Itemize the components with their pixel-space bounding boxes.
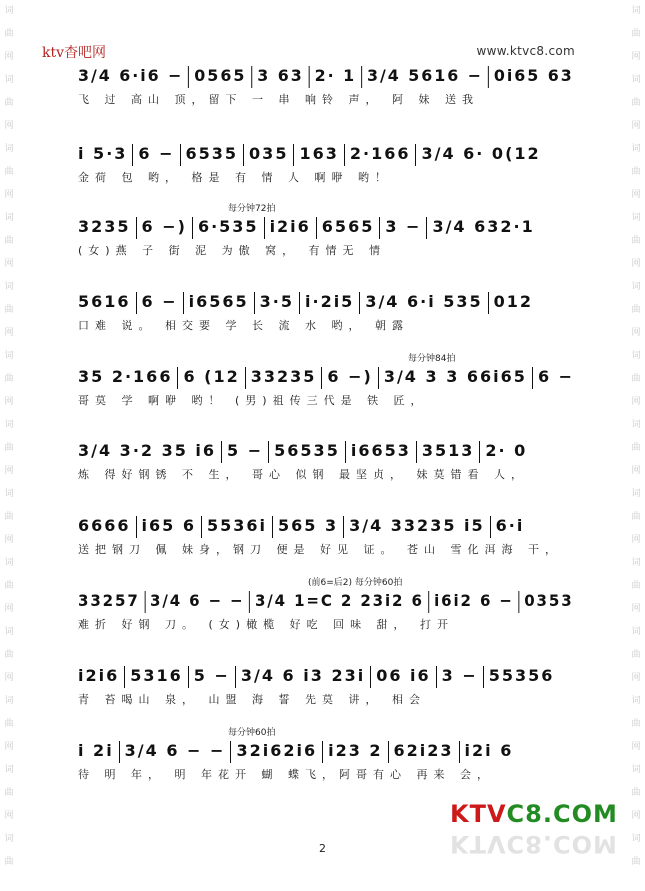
- measure: i65 6: [141, 516, 196, 535]
- measure: 5316: [130, 666, 183, 685]
- bar-line: [479, 441, 480, 463]
- measure: 62i23: [393, 741, 454, 760]
- measure: 0565: [194, 66, 247, 85]
- side-watermark-char: 网: [4, 397, 14, 407]
- measure: 3/4 3 3 66i65: [383, 367, 527, 386]
- measure: 012: [493, 292, 534, 311]
- measure: 35 2·166: [78, 367, 173, 386]
- bar-line: [235, 666, 236, 688]
- side-watermark-char: 网: [631, 535, 641, 545]
- score-row: [78, 512, 574, 580]
- measure: 3·5: [259, 292, 294, 311]
- side-watermark-char: 词: [631, 765, 641, 775]
- lyrics-line: 难折 好钢 刀。 (女)橄榄 好吃 回味 甜， 打开: [78, 618, 455, 631]
- bar-line: [251, 66, 252, 88]
- side-watermark-char: 网: [4, 121, 14, 131]
- bar-line: [426, 217, 427, 239]
- measure: 6565: [321, 217, 375, 236]
- measure: i2i6: [78, 666, 120, 685]
- side-watermark-char: 词: [4, 420, 14, 430]
- measure: i2i6: [269, 217, 311, 236]
- measure: 3 63: [257, 66, 304, 85]
- tempo-marking: (前6=后2) 每分钟60拍: [308, 578, 403, 588]
- side-watermark-char: 网: [631, 397, 641, 407]
- lyrics-line: 待 明 年， 明 年花开 蝴 蝶飞，阿哥有心 再来 会，: [78, 768, 494, 781]
- bar-line: [345, 441, 346, 463]
- measure: 3/4 6 − −: [149, 591, 245, 610]
- bar-line: [321, 367, 322, 389]
- side-watermark-char: 网: [4, 259, 14, 269]
- side-watermark-char: 网: [4, 52, 14, 62]
- lyrics-line: 青 苔喝山 泉， 山盟 海 誓 先莫 讲， 相会: [78, 693, 426, 706]
- logo-ktv: KTV: [450, 800, 507, 828]
- side-watermark-char: 曲: [4, 650, 14, 660]
- notation-line: [78, 140, 541, 168]
- side-watermark-char: 词: [4, 6, 14, 16]
- side-watermark-char: 网: [4, 673, 14, 683]
- bar-line: [188, 66, 189, 88]
- notation-line: [78, 737, 513, 765]
- side-watermark-char: 词: [631, 351, 641, 361]
- side-watermark-char: 曲: [631, 581, 641, 591]
- side-watermark-char: 网: [631, 466, 641, 476]
- measure: 6 −: [141, 292, 178, 311]
- side-watermark-char: 网: [631, 604, 641, 614]
- side-watermark-char: 曲: [4, 443, 14, 453]
- lyrics-line: 金荷 包 哟， 格是 有 情 人 啊咿 哟！: [78, 171, 392, 184]
- side-watermark-char: 曲: [631, 788, 641, 798]
- measure: 3/4 6 − −: [124, 741, 226, 760]
- bar-line: [144, 591, 145, 613]
- measure: 3/4 6· 0(12: [421, 144, 541, 163]
- measure: 2· 1: [314, 66, 357, 85]
- side-watermark-char: 词: [631, 213, 641, 223]
- measure: 3/4 632·1: [432, 217, 535, 236]
- side-watermark-char: 网: [631, 673, 641, 683]
- side-watermark-char: 曲: [631, 374, 641, 384]
- notation-line: [78, 363, 574, 391]
- tempo-marking: 每分钟60拍: [228, 728, 276, 738]
- measure: 0i65 63: [493, 66, 574, 85]
- measure: 3/4 6·i 535: [365, 292, 483, 311]
- bar-line: [309, 66, 310, 88]
- side-watermark-char: 曲: [631, 857, 641, 867]
- measure: 2· 0: [485, 441, 528, 460]
- measure: i 5·3: [78, 144, 128, 163]
- brand-text: ktv杳吧网: [42, 45, 107, 61]
- side-watermark-char: 曲: [4, 788, 14, 798]
- bar-line: [436, 666, 437, 688]
- bar-line: [361, 66, 362, 88]
- side-watermark-char: 曲: [631, 236, 641, 246]
- measure: 2·166: [349, 144, 411, 163]
- side-watermark-char: 曲: [4, 98, 14, 108]
- side-watermark-char: 词: [631, 558, 641, 568]
- side-watermark-char: 曲: [4, 29, 14, 39]
- bar-line: [388, 741, 389, 763]
- bar-line: [192, 217, 193, 239]
- bar-line: [459, 741, 460, 763]
- side-watermark-char: 曲: [631, 98, 641, 108]
- logo-domain: C8.COM: [506, 800, 618, 828]
- bar-line: [532, 367, 533, 389]
- measure: 6 −: [138, 144, 175, 163]
- bar-line: [177, 367, 178, 389]
- side-watermark-char: 曲: [631, 650, 641, 660]
- side-watermark-char: 网: [631, 811, 641, 821]
- side-watermark-char: 词: [4, 696, 14, 706]
- bar-line: [230, 741, 231, 763]
- bar-line: [344, 144, 345, 166]
- notation-line: [78, 662, 554, 690]
- measure: i·2i5: [305, 292, 355, 311]
- measure: 0353: [524, 591, 574, 610]
- measure: i2i 6: [464, 741, 514, 760]
- bar-line: [299, 292, 300, 314]
- measure: 6·535: [197, 217, 259, 236]
- side-watermark-char: 词: [4, 213, 14, 223]
- measure: 55356: [488, 666, 555, 685]
- side-watermark-left: [2, 0, 16, 891]
- bar-line: [490, 516, 491, 538]
- side-watermark-char: 网: [4, 328, 14, 338]
- side-watermark-char: 网: [631, 259, 641, 269]
- notation-line: [78, 288, 533, 316]
- score-row: [78, 140, 574, 208]
- side-watermark-char: 词: [4, 627, 14, 637]
- measure: 3/4 3·2 35 i6: [78, 441, 217, 460]
- side-watermark-char: 曲: [4, 305, 14, 315]
- side-watermark-char: 曲: [4, 374, 14, 384]
- side-watermark-char: 词: [631, 834, 641, 844]
- lyrics-line: (女)燕 子 街 泥 为傲 窝， 有情无 情: [78, 244, 387, 257]
- logo-reflection: KTVC8.COM: [450, 830, 618, 858]
- bar-line: [379, 217, 380, 239]
- measure: 32i62i6: [236, 741, 318, 760]
- bar-line: [249, 591, 250, 613]
- side-watermark-right: [629, 0, 643, 891]
- bar-line: [268, 441, 269, 463]
- score-row: [78, 437, 574, 505]
- bar-line: [483, 666, 484, 688]
- side-watermark-char: 网: [631, 742, 641, 752]
- measure: i6653: [350, 441, 411, 460]
- side-watermark-char: 词: [631, 420, 641, 430]
- notation-line: [78, 587, 574, 615]
- lyrics-line: 飞 过 高山 顶，留下 一 串 响铃 声， 阿 妹 送我: [78, 93, 479, 106]
- side-watermark-char: 曲: [4, 167, 14, 177]
- measure: 06 i6: [376, 666, 431, 685]
- page-number: 2: [319, 842, 326, 855]
- measure: 6535: [185, 144, 239, 163]
- tempo-marking: 每分钟84拍: [408, 354, 456, 364]
- measure: 6 −): [327, 367, 373, 386]
- bar-line: [316, 217, 317, 239]
- bar-line: [359, 292, 360, 314]
- side-watermark-char: 曲: [4, 857, 14, 867]
- side-watermark-char: 曲: [4, 581, 14, 591]
- side-watermark-char: 曲: [631, 719, 641, 729]
- measure: i23 2: [328, 741, 383, 760]
- measure: 3/4 5616 −: [366, 66, 484, 85]
- measure: 3 −: [385, 217, 422, 236]
- site-url: www.ktvc8.com: [476, 44, 575, 58]
- side-watermark-char: 词: [4, 144, 14, 154]
- side-watermark-char: 网: [631, 52, 641, 62]
- bar-line: [378, 367, 379, 389]
- score-row: [78, 728, 574, 805]
- bar-line: [415, 144, 416, 166]
- bar-line: [119, 741, 120, 763]
- side-watermark-char: 词: [4, 75, 14, 85]
- bar-line: [416, 441, 417, 463]
- side-watermark-char: 词: [631, 75, 641, 85]
- bar-line: [136, 516, 137, 538]
- bar-line: [180, 144, 181, 166]
- bar-line: [428, 591, 429, 613]
- bar-line: [136, 217, 137, 239]
- measure: 3/4 1=C 2 23i2 6: [254, 591, 424, 610]
- bar-line: [221, 441, 222, 463]
- side-watermark-char: 词: [631, 627, 641, 637]
- score-row: [78, 62, 574, 130]
- score-row: [78, 204, 574, 281]
- side-watermark-char: 曲: [4, 719, 14, 729]
- notation-line: [78, 62, 574, 90]
- lyrics-line: 送把钢刀 佩 妹身，钢刀 便是 好见 证。 苍山 雪化洱海 干，: [78, 543, 562, 556]
- measure: 6 −: [537, 367, 575, 386]
- side-watermark-char: 曲: [631, 305, 641, 315]
- side-watermark-char: 词: [631, 144, 641, 154]
- side-watermark-char: 曲: [4, 512, 14, 522]
- measure: 6666: [78, 516, 131, 535]
- score-row: [78, 288, 574, 356]
- side-watermark-char: 网: [4, 535, 14, 545]
- side-watermark-char: 曲: [631, 512, 641, 522]
- measure: 3/4 6·i6 −: [78, 66, 184, 85]
- side-watermark-char: 词: [4, 489, 14, 499]
- bar-line: [293, 144, 294, 166]
- measure: 035: [249, 144, 289, 163]
- side-watermark-char: 网: [631, 328, 641, 338]
- bar-line: [188, 666, 189, 688]
- measure: 33257: [78, 591, 140, 610]
- measure: 3513: [421, 441, 475, 460]
- notation-line: [78, 437, 527, 465]
- measure: 5616: [78, 292, 131, 311]
- bar-line: [243, 144, 244, 166]
- bar-line: [488, 292, 489, 314]
- bar-line: [132, 144, 133, 166]
- measure: 6 −): [141, 217, 187, 236]
- side-watermark-char: 曲: [631, 443, 641, 453]
- measure: 6·i: [495, 516, 525, 535]
- side-watermark-char: 网: [4, 604, 14, 614]
- notation-line: [78, 512, 524, 540]
- side-watermark-char: 词: [4, 558, 14, 568]
- tempo-marking: 每分钟72拍: [228, 204, 276, 214]
- side-watermark-char: 词: [631, 6, 641, 16]
- measure: i6i2 6 −: [434, 591, 514, 610]
- bar-line: [272, 516, 273, 538]
- side-watermark-char: 词: [4, 282, 14, 292]
- measure: 5 −: [193, 666, 230, 685]
- measure: 33235: [250, 367, 317, 386]
- score-row: [78, 354, 575, 431]
- side-watermark-char: 词: [631, 696, 641, 706]
- measure: i6565: [188, 292, 249, 311]
- side-watermark-char: 词: [631, 282, 641, 292]
- measure: 56535: [274, 441, 340, 460]
- bar-line: [488, 66, 489, 88]
- lyrics-line: 口难 说。 相交要 学 长 流 水 哟， 朝露: [78, 319, 409, 332]
- side-watermark-char: 网: [4, 811, 14, 821]
- lyrics-line: 哥莫 学 啊咿 哟！ (男)祖传三代是 铁 匠，: [78, 394, 428, 407]
- side-watermark-char: 词: [4, 351, 14, 361]
- bar-line: [264, 217, 265, 239]
- measure: 3 −: [441, 666, 478, 685]
- bar-line: [519, 591, 520, 613]
- side-watermark-char: 网: [4, 466, 14, 476]
- bar-line: [136, 292, 137, 314]
- bar-line: [124, 666, 125, 688]
- notation-line: [78, 213, 535, 241]
- side-watermark-char: 词: [631, 489, 641, 499]
- bar-line: [322, 741, 323, 763]
- measure: 565 3: [278, 516, 339, 535]
- bar-line: [254, 292, 255, 314]
- measure: 6 (12: [183, 367, 240, 386]
- score-row: [78, 662, 574, 730]
- bar-line: [370, 666, 371, 688]
- bar-line: [201, 516, 202, 538]
- measure: 163: [299, 144, 339, 163]
- side-watermark-char: 词: [4, 765, 14, 775]
- measure: 5536i: [206, 516, 267, 535]
- side-watermark-char: 曲: [631, 167, 641, 177]
- side-watermark-char: 网: [631, 121, 641, 131]
- side-watermark-char: 词: [4, 834, 14, 844]
- side-watermark-char: 网: [4, 742, 14, 752]
- measure: 3/4 6 i3 23i: [240, 666, 366, 685]
- side-watermark-char: 曲: [631, 29, 641, 39]
- bar-line: [245, 367, 246, 389]
- measure: 3235: [78, 217, 131, 236]
- measure: 5 −: [227, 441, 264, 460]
- side-watermark-char: 曲: [4, 236, 14, 246]
- bar-line: [183, 292, 184, 314]
- side-watermark-char: 网: [631, 190, 641, 200]
- side-watermark-char: 网: [4, 190, 14, 200]
- bar-line: [343, 516, 344, 538]
- measure: i 2i: [78, 741, 114, 760]
- measure: 3/4 33235 i5: [349, 516, 485, 535]
- score-row: [78, 578, 574, 655]
- lyrics-line: 炼 得好钢锈 不 生， 哥心 似钢 最坚贞， 妹莫错看 人，: [78, 468, 528, 481]
- ktvc8-logo: [450, 800, 618, 828]
